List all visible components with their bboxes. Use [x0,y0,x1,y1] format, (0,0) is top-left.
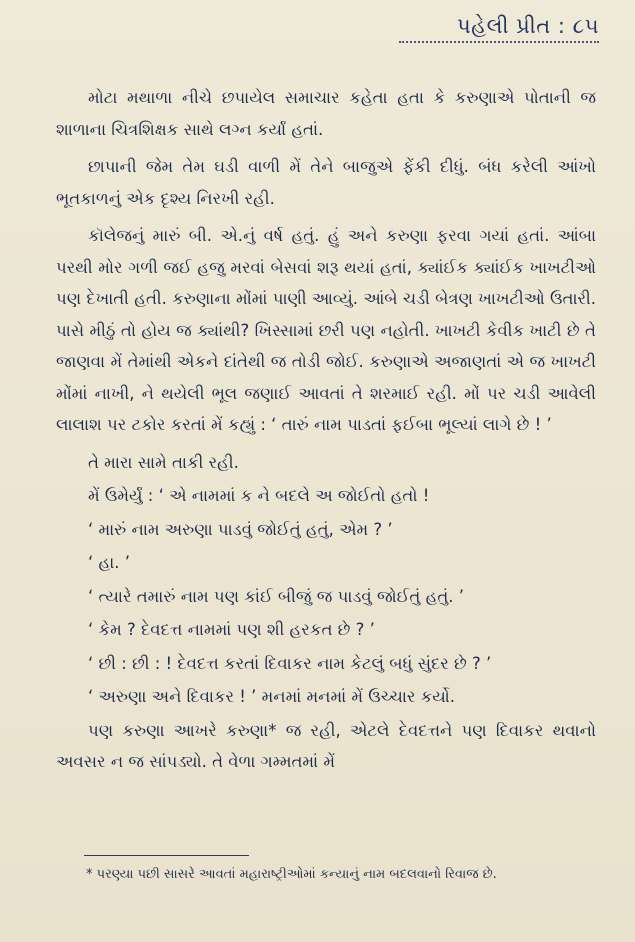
dialogue-line: ‘ કેમ ? દેવદત્ત નામમાં પણ શી હરકત છે ? ’ [88,620,375,639]
dialogue-line: ‘ અરુણા અને દિવાકર ! ’ મનમાં મનમાં મેં ઉચ્ચાર કર્યો. [88,687,456,706]
dialogue-line: ‘ મારું નામ અરુણા પાડવું જોઈતું હતું, એમ ? ’ [88,519,393,539]
dialogue-line: ‘ ત્યારે તમારું નામ પણ કાંઈ બીજું જ પાડવું જોઈતું હતું. ’ [88,586,465,606]
dialogue-line: ‘ છી : છી : ! દેવદત્ત કરતાં દિવાકર નામ કેટલું બધું સુંદર છે ? ’ [88,653,492,673]
page-body [56,82,596,784]
paragraph-news: મોટા મથાળા નીચે છપાયેલ સમાચાર કહેતા હતા કે કરુણાએ પોતાની જ શાળાના ચિત્રશિક્ષક સાથે લગ્ન કર્યાં હતાં. [56,88,596,139]
paragraph-closing: પણ કરુણા આખરે કરુણા* જ રહી, એટલે દેવદત્તને પણ દિવાકર થવાનો અવસર ન જ સાંપડ્યો. તે વેળા ગમ્મતમાં મેં [56,720,596,771]
page-header [399,14,599,43]
paragraph-newspaper: છાપાની જેમ તેમ ઘડી વાળી મેં તેને બાજુએ ફેંકી દીધું. બંધ કરેલી આંખો ભૂતકાળનું એક દૃશ્ય નિરખી રહી. [56,157,596,208]
paragraph-college-memory: કૉલેજનું મારું બી. એ.નું વર્ષ હતું. હું અને કરુણા ફરવા ગયાં હતાં. આંબા પરથી મોર ગળી જઈ હજુ મરવાં બેસવાં શરૂ થયાં હતાં, ક્યાંઈક ક્યાંઈક ખાખટીઓ પણ દેખાતી હતી. કરુણાના મોંમાં પાણી આવ્યું. આંબે ચડી બેત્રણ ખાખટીઓ ઉતારી. પાસે મીઠું તો હોય જ ક્યાંથી? ખિસ્સામાં છરી પણ નહોતી. ખાખટી કેવીક ખાટી છે તે જાણવા મેં તેમાંથી એકને દાંતેથી જ તોડી જોઈ. કરુણાએ અજાણતાં એ જ ખાખટી મોંમાં નાખી, ને થયેલી ભૂલ જણાઈ આવતાં તે શરમાઈ રહી. મોં પર ચડી આવેલી લાલાશ પર ટકોર કરતાં મેં કહ્યું : ‘ તારું નામ પાડતાં ફઈબા ભૂલ્યાં લાગે છે ! ’ [56,226,596,434]
dialogue-line: મેં ઉમેર્યું : ‘ એ નામમાં ક ને બદલે અ જોઈતો હતો ! [88,486,430,505]
dialogue-line: ‘ હા. ’ [88,553,130,572]
footnote: * પરણ્યા પછી સાસરે આવતાં મહારાષ્ટ્રીઓમાં કન્યાનું નામ બદલવાનો રિવાજ છે. [86,867,497,882]
running-header-title: પહેલી પ્રીત : ૮૫ [457,14,599,38]
footnote-divider [84,855,249,856]
header-dotted-rule [399,41,599,43]
paragraph-stare: તે મારા સામે તાકી રહી. [88,452,239,472]
